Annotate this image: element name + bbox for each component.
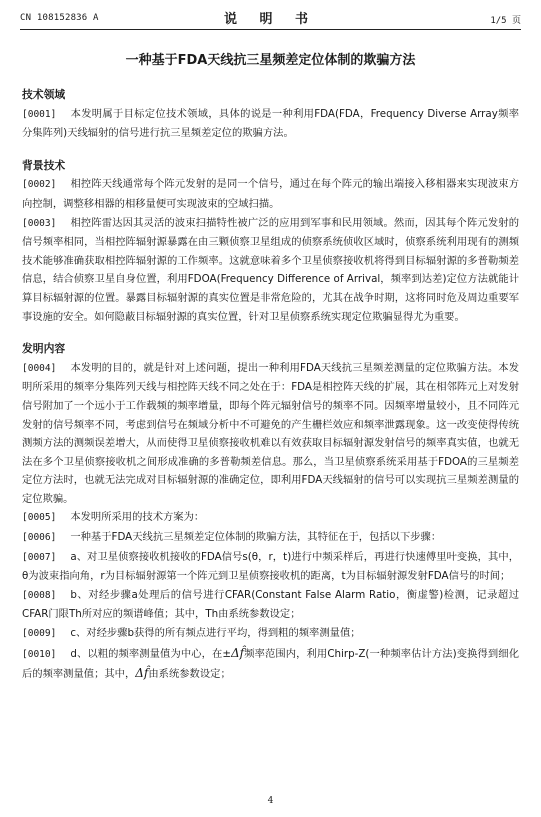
paragraph-number: [0004] — [22, 362, 57, 374]
paragraph-0008 — [22, 586, 519, 624]
paragraph-number: [0006] — [22, 532, 57, 544]
section-heading-invention: 发明内容 — [22, 342, 66, 356]
paragraph-number: [0009] — [22, 628, 57, 640]
paragraph-text-part-2: 频率范围内，利用Chirp-Z(一种频率估计方法)变换得到细化后的频率测量值；其中， — [22, 647, 519, 681]
paragraph-number: [0001] — [22, 108, 57, 120]
paragraph-text: a、对卫星侦察接收机接收的FDA信号s(θ，r，t)进行中频采样后，再进行快速傅里叶变换，其中，θ为波束指向角，r为目标辐射源第一个阵元到卫星侦察接收机的距离，t为目标辐射源发射FDA信号的时间； — [22, 550, 519, 583]
paragraph-0001 — [22, 105, 519, 143]
section-heading-background: 背景技术 — [22, 158, 66, 172]
paragraph-text: 相控阵雷达因其灵活的波束扫描特性被广泛的应用到军事和民用领域。然而，因其每个阵元发射的信号频率相同，当相控阵辐射源暴露在由三颗侦察卫星组成的侦察系统侦收区域时，侦察系统利用现有的测频技术能够准确获取相控阵辐射源的工作频率。这就意味着多个卫星侦察接收机将得到目标辐射源的多普勒频差信息，结合侦察卫星自身位置，利用FDOA(Frequency Difference of Arrival，频率到达差)定位方法就能计算目标辐射源的位置。暴露目标辐射源的真实位置是非常危险的，尤其在战争时期，这将同时危及周边重要军事设施的安全。如何隐蔽目标辐射源的真实位置，针对卫星侦察系统实现定位欺骗显得尤为重要。 — [22, 216, 519, 323]
paragraph-0006 — [22, 528, 519, 548]
invention-title: 一种基于FDA天线抗三星频差定位体制的欺骗方法 — [125, 53, 416, 68]
paragraph-0009 — [22, 624, 519, 644]
document-body — [22, 86, 519, 684]
paragraph-0003 — [22, 214, 519, 327]
paragraph-number: [0002] — [22, 179, 57, 191]
paragraph-text: b、对经步骤a处理后的信号进行CFAR(Constant False Alarm Ratio，衡虚警)检测，记录超过CFAR门限Th所对应的频谱峰值；其中，Th由系统参数设定； — [22, 588, 519, 621]
paragraph-text: 本发明的目的，就是针对上述问题，提出一种利用FDA天线抗三星频差测量的定位欺骗方法。本发明所采用的频率分集阵列天线与相控阵天线不同之处在于：FDA是相控阵天线的扩展，其在相邻阵元上对发射信号附加了一个远小于工作载频的频率增量，即每个阵元辐射信号的频率不同。因频率增量较小，且不同阵元发射的信号频率不同，考虑到信号在频域分析中不可避免的产生栅栏效应和频率泄露现象。这一改变使得传统测频方法的测频误差增大，从而使得卫星侦察接收机难以有效获取目标辐射源发射信号的频率真实值，也就无法在多个卫星侦察接收机之间形成准确的多普勒频差信息。那么，当卫星侦察系统采用基于FDOA的三星频差定位方法时，也就无法完成对目标辐射源的准确定位，即利用FDA天线辐射的信号可以实现抗三星频差测量的定位欺骗。 — [22, 361, 519, 505]
paragraph-text: 一种基于FDA天线抗三星频差定位体制的欺骗方法，其特征在于，包括以下步骤： — [70, 531, 442, 544]
paragraph-0002 — [22, 175, 519, 213]
paragraph-number: [0007] — [22, 551, 57, 563]
delta-f-hat-symbol: Δf̂ — [231, 645, 245, 660]
paragraph-0005 — [22, 508, 519, 528]
paragraph-number: [0010] — [22, 648, 57, 660]
paragraph-text-part-1: d、以粗的频率测量值为中心，在± — [70, 647, 232, 660]
document-type-title: 说 明 书 — [223, 12, 318, 27]
paragraph-text: 相控阵天线通常每个阵元发射的是同一个信号，通过在每个阵元的输出端接入移相器来实现波束方向控制，调整移相器的相移量便可实现波束的空域扫描。 — [22, 178, 519, 210]
delta-f-hat-symbol: Δf̂ — [135, 666, 149, 681]
section-heading-tech-field: 技术领域 — [22, 88, 66, 101]
document-header — [20, 8, 521, 28]
paragraph-0007 — [22, 548, 519, 586]
header-divider — [20, 29, 521, 30]
paragraph-0004 — [22, 359, 519, 509]
paragraph-text-part-3: 由系统参数设定； — [148, 668, 231, 681]
page-indicator: 1/5 页 — [490, 16, 521, 26]
publication-number: CN 108152836 A — [20, 13, 99, 23]
paragraph-text: 本发明属于目标定位技术领域，具体的说是一种利用FDA(FDA，Frequency Diverse Array频率分集阵列)天线辐射的信号进行抗三星频差定位的欺骗方法。 — [22, 107, 519, 140]
paragraph-text: 本发明所采用的技术方案为： — [70, 511, 205, 524]
paragraph-number: [0003] — [22, 217, 57, 229]
paragraph-text: c、对经步骤b获得的所有频点进行平均，得到粗的频率测量值； — [70, 627, 361, 640]
paragraph-0010 — [22, 644, 519, 684]
paragraph-number: [0005] — [22, 512, 57, 524]
paragraph-number: [0008] — [22, 589, 57, 601]
page-number: 4 — [267, 796, 274, 806]
